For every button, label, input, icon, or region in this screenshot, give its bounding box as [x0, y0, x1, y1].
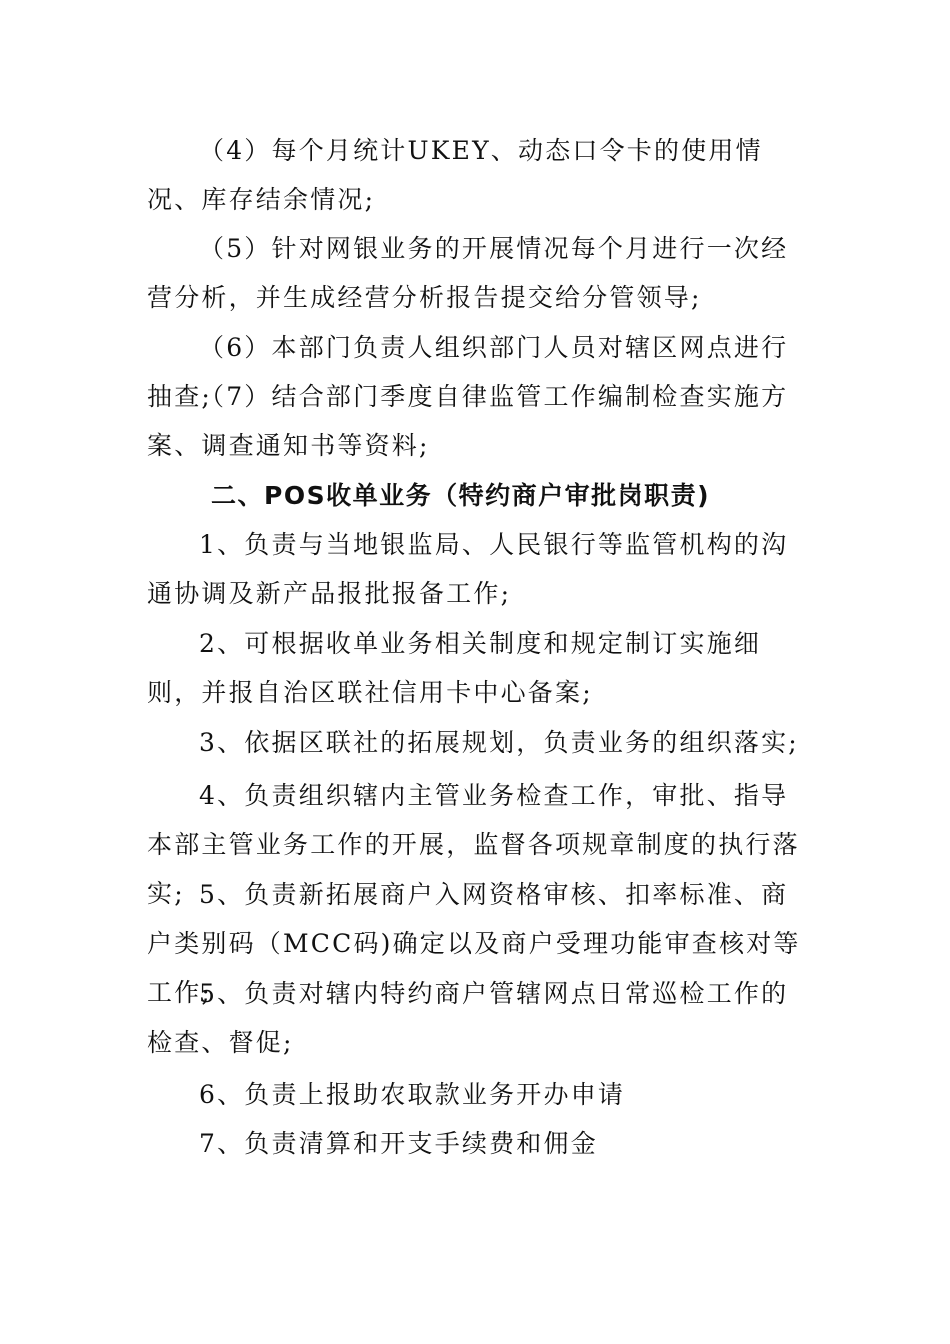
section-item-5b: 5、负责对辖内特约商户管辖网点日常巡检工作的检查、督促;: [147, 979, 789, 1057]
section-item-2: 2、可根据收单业务相关制度和规定制订实施细则，并报自治区联社信用卡中心备案;: [147, 629, 762, 707]
section-item-6: 6、负责上报助农取款业务开办申请: [199, 1080, 626, 1109]
paragraph-item-7: （7）结合部门季度自律监管工作编制检查实施方案、调查通知书等资料;: [147, 382, 789, 460]
paragraph-item-4: （4）每个月统计UKEY、动态口令卡的使用情况、库存结余情况;: [147, 136, 763, 214]
section-item-4: 4、负责组织辖内主管业务检查工作，审批、指导本部主管业务工作的开展，监督各项规章制度的执行落实;: [147, 781, 800, 908]
section-item-3: 3、依据区联社的拓展规划，负责业务的组织落实;: [199, 728, 799, 757]
paragraph-item-6: （6）本部门负责人组织部门人员对辖区网点进行抽查;: [147, 333, 789, 411]
section-item-1: 1、负责与当地银监局、人民银行等监管机构的沟通协调及新产品报批报备工作;: [147, 530, 789, 608]
section-item-7: 7、负责清算和开支手续费和佣金: [199, 1129, 598, 1158]
paragraph-item-5: （5）针对网银业务的开展情况每个月进行一次经营分析，并生成经营分析报告提交给分管领导;: [147, 234, 789, 312]
section-item-5a: 5、负责新拓展商户入网资格审核、扣率标准、商户类别码（MCC码)确定以及商户受理功能审查核对等工作;: [147, 880, 801, 1007]
section-heading: 二、POS收单业务（特约商户审批岗职责): [211, 481, 711, 510]
